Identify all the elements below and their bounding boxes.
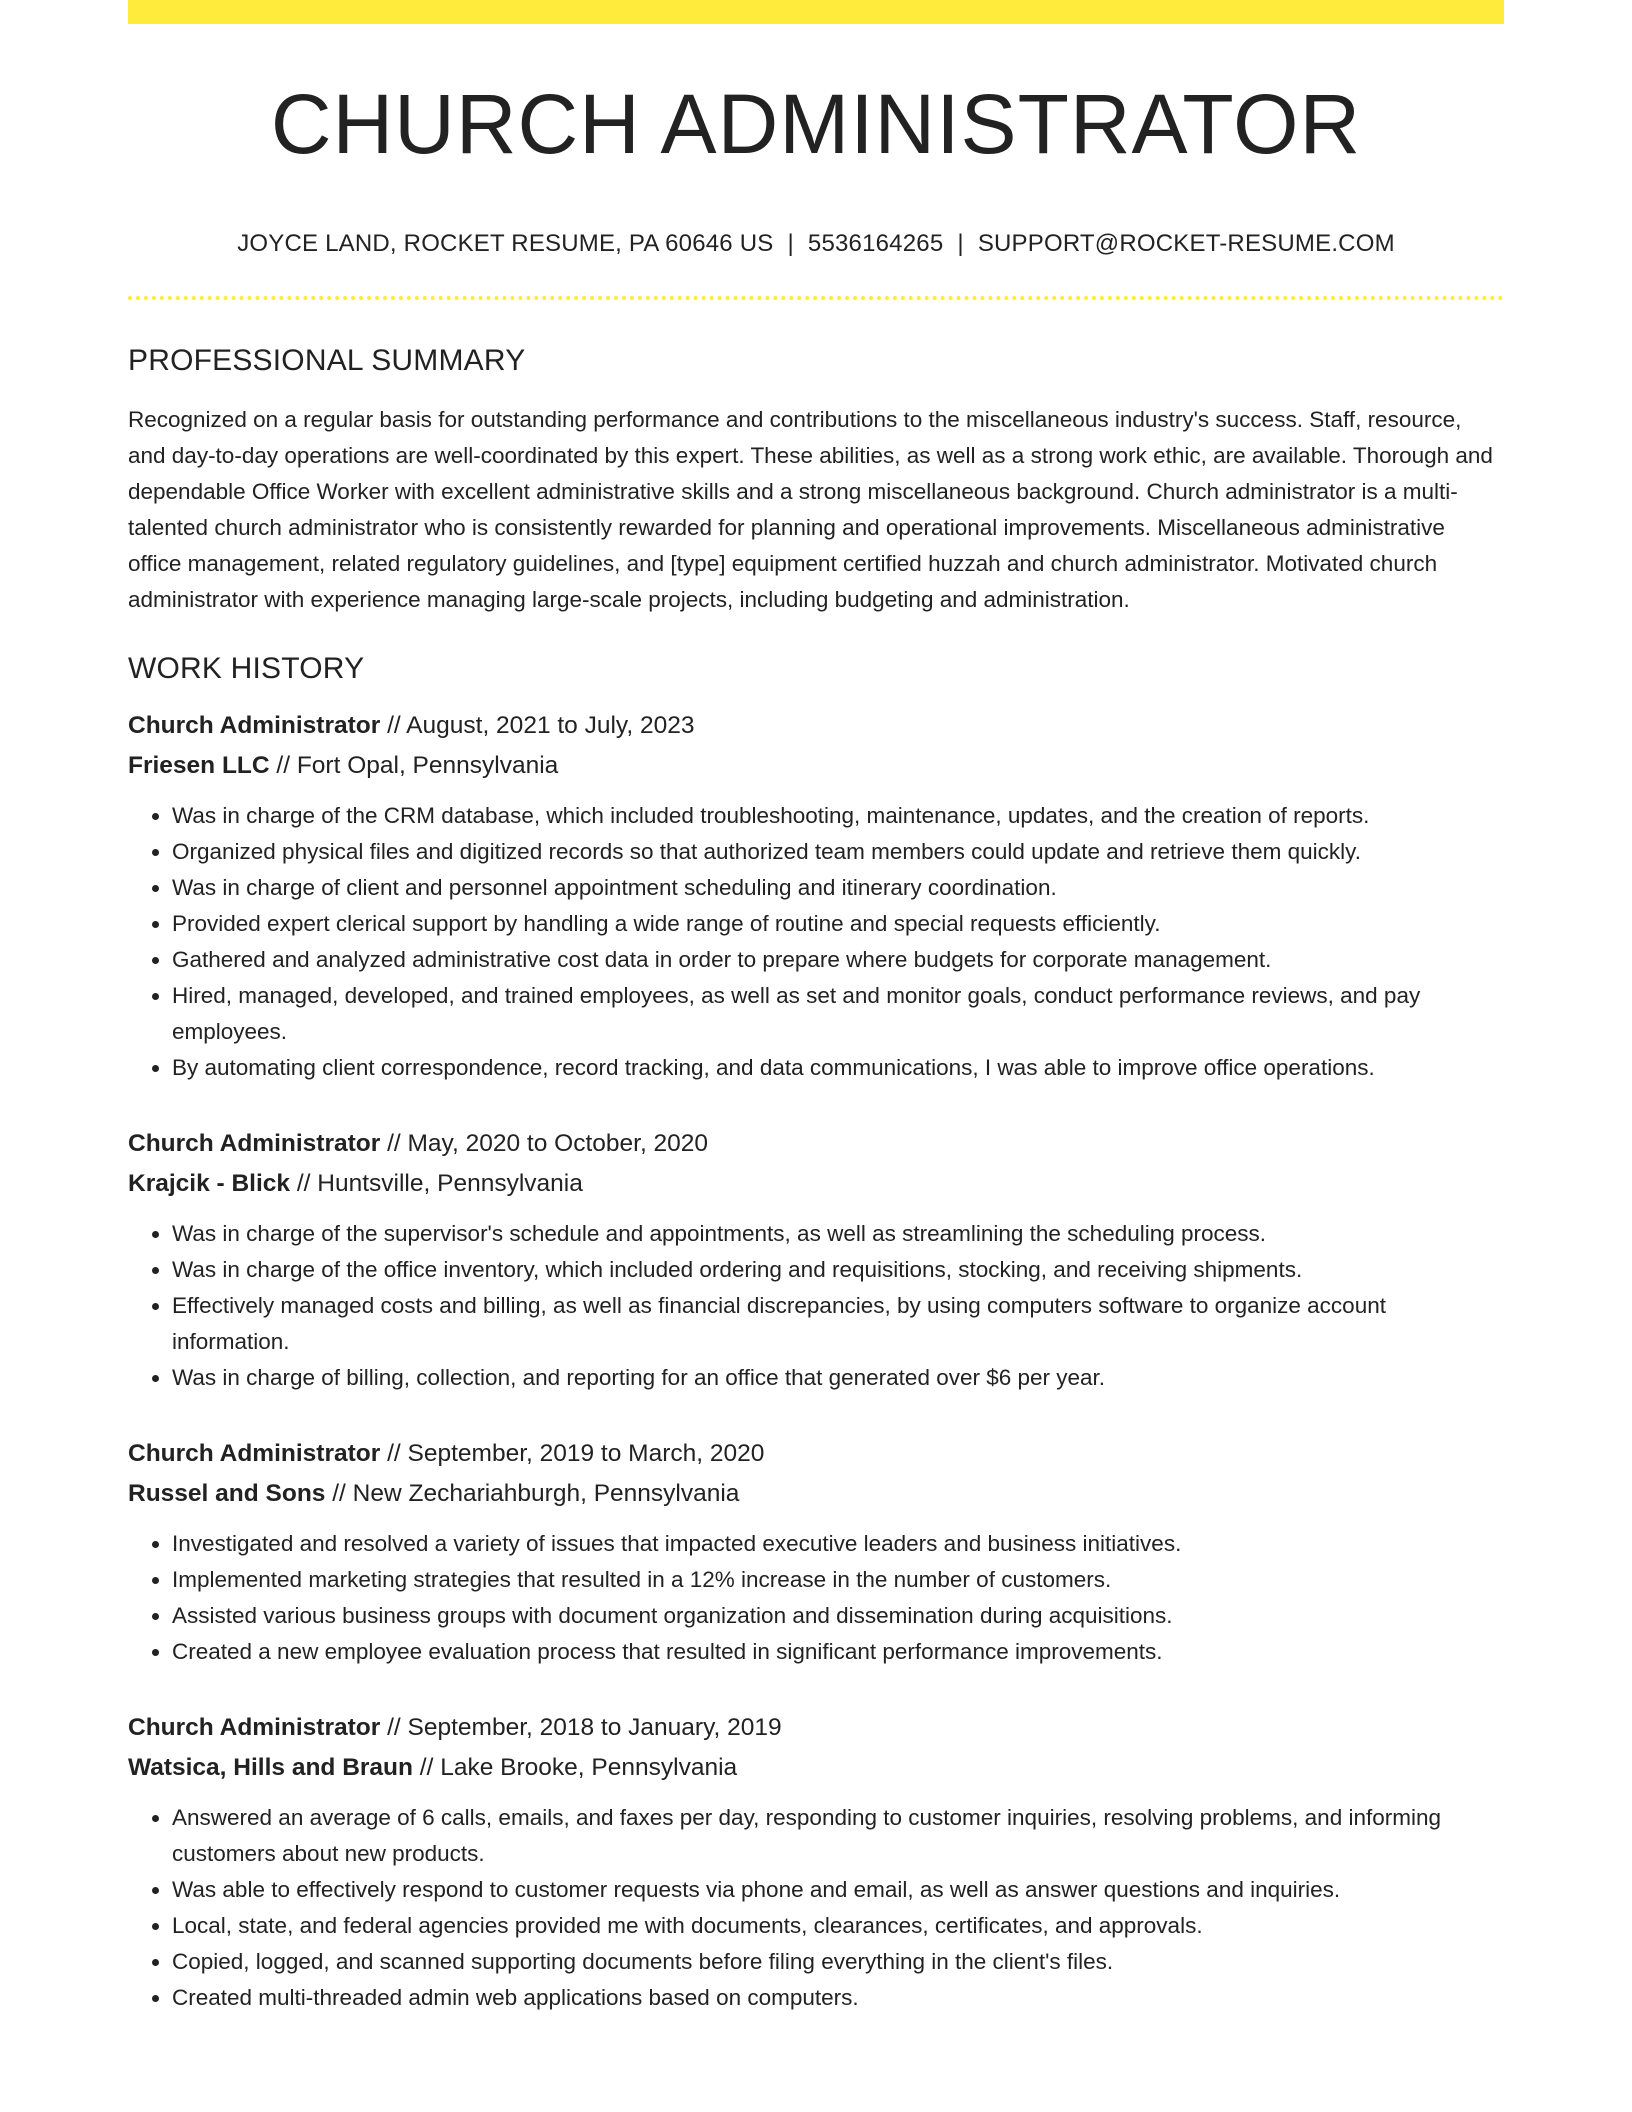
job-bullet: • Was in charge of client and personnel appointment scheduling and itinerary coordination. bbox=[172, 870, 1504, 906]
summary-text: Recognized on a regular basis for outstanding performance and contributions to the miscellaneous industry's success. Staff, resource, and day-to-day operations are well-coordinated by this expert. These abilities, as well as a strong work ethic, are available. Thorough and dependable Office Worker with excellent administrative skills and a strong miscellaneous background. Church administrator is a multi-talented church administrator who is consistently rewarded for planning and operational improvements. Miscellaneous administrative office management, related regulatory guidelines, and [type] equipment certified huzzah and church administrator. Motivated church administrator with experience managing large-scale projects, including budgeting and administration. bbox=[128, 407, 1493, 612]
job-bullet: • Created a new employee evaluation process that resulted in significant performance improvements. bbox=[172, 1634, 1504, 1670]
header-divider bbox=[128, 296, 1504, 300]
job-bullet-list bbox=[128, 1216, 1504, 1396]
job-company-line bbox=[128, 1748, 1504, 1788]
accent-top-bar bbox=[128, 0, 1504, 24]
job-title-line bbox=[128, 1434, 1504, 1474]
job-entry bbox=[128, 706, 1504, 1086]
job-bullet: • Answered an average of 6 calls, emails, and faxes per day, responding to customer inquiries, resolving problems, and informing customers about new products. bbox=[172, 1800, 1504, 1872]
job-dates: September, 2018 to January, 2019 bbox=[407, 1714, 782, 1741]
job-title-line bbox=[128, 706, 1504, 746]
job-separator: // bbox=[380, 1130, 408, 1157]
job-company-line bbox=[128, 746, 1504, 786]
job-separator: // bbox=[413, 1754, 441, 1781]
job-company: Friesen LLC bbox=[128, 752, 270, 779]
job-bullet: • By automating client correspondence, record tracking, and data communications, I was able to improve office operations. bbox=[172, 1050, 1504, 1086]
job-location: Lake Brooke, Pennsylvania bbox=[440, 1754, 738, 1781]
contact-email: SUPPORT@ROCKET-RESUME.COM bbox=[977, 230, 1395, 257]
job-company-line bbox=[128, 1164, 1504, 1204]
work-history-list bbox=[128, 706, 1504, 2016]
job-location: New Zechariahburgh, Pennsylvania bbox=[352, 1480, 740, 1507]
job-entry bbox=[128, 1708, 1504, 2016]
job-separator: // bbox=[380, 1440, 408, 1467]
job-bullet: • Local, state, and federal agencies provided me with documents, clearances, certificates, and approvals. bbox=[172, 1908, 1504, 1944]
job-bullet: • Was able to effectively respond to customer requests via phone and email, as well as answer questions and inquiries. bbox=[172, 1872, 1504, 1908]
job-location: Fort Opal, Pennsylvania bbox=[296, 752, 559, 779]
job-bullet: • Investigated and resolved a variety of issues that impacted executive leaders and business initiatives. bbox=[172, 1526, 1504, 1562]
job-bullet: • Hired, managed, developed, and trained employees, as well as set and monitor goals, conduct performance reviews, and pay employees. bbox=[172, 978, 1504, 1050]
job-title-line bbox=[128, 1124, 1504, 1164]
job-company: Watsica, Hills and Braun bbox=[128, 1754, 413, 1781]
job-separator: // bbox=[380, 712, 407, 739]
job-dates: August, 2021 to July, 2023 bbox=[406, 712, 695, 739]
job-dates: May, 2020 to October, 2020 bbox=[407, 1130, 709, 1157]
job-bullet: • Created multi-threaded admin web applications based on computers. bbox=[172, 1980, 1504, 2016]
job-company: Krajcik - Blick bbox=[128, 1170, 291, 1197]
job-bullet: • Was in charge of the supervisor's schedule and appointments, as well as streamlining the scheduling process. bbox=[172, 1216, 1504, 1252]
contact-address: JOYCE LAND, ROCKET RESUME, PA 60646 US bbox=[237, 230, 774, 257]
job-entry bbox=[128, 1434, 1504, 1670]
job-bullet: • Assisted various business groups with document organization and dissemination during acquisitions. bbox=[172, 1598, 1504, 1634]
job-bullet: • Was in charge of billing, collection, and reporting for an office that generated over $6 per year. bbox=[172, 1360, 1504, 1396]
job-bullet: • Implemented marketing strategies that resulted in a 12% increase in the number of customers. bbox=[172, 1562, 1504, 1598]
job-company-line bbox=[128, 1474, 1504, 1514]
job-bullet-list bbox=[128, 1526, 1504, 1670]
job-title: Church Administrator bbox=[128, 1440, 381, 1467]
job-separator: // bbox=[269, 752, 297, 779]
job-title: Church Administrator bbox=[128, 712, 381, 739]
job-title: Church Administrator bbox=[128, 1714, 381, 1741]
job-bullet-list bbox=[128, 1800, 1504, 2016]
job-dates: September, 2019 to March, 2020 bbox=[407, 1440, 765, 1467]
job-company: Russel and Sons bbox=[128, 1480, 326, 1507]
job-bullet: • Organized physical files and digitized records so that authorized team members could update and retrieve them quickly. bbox=[172, 834, 1504, 870]
contact-line bbox=[128, 230, 1504, 258]
job-separator: // bbox=[290, 1170, 318, 1197]
job-bullet: • Provided expert clerical support by handling a wide range of routine and special requests efficiently. bbox=[172, 906, 1504, 942]
contact-separator: | bbox=[787, 230, 794, 257]
contact-separator: | bbox=[957, 230, 964, 257]
summary-heading: PROFESSIONAL SUMMARY bbox=[128, 344, 526, 377]
job-bullet: • Copied, logged, and scanned supporting documents before filing everything in the client's files. bbox=[172, 1944, 1504, 1980]
work-history-heading: WORK HISTORY bbox=[128, 652, 365, 685]
job-location: Huntsville, Pennsylvania bbox=[317, 1170, 583, 1197]
job-bullet: • Effectively managed costs and billing, as well as financial discrepancies, by using computers software to organize account information. bbox=[172, 1288, 1504, 1360]
job-entry bbox=[128, 1124, 1504, 1396]
job-bullet: • Gathered and analyzed administrative cost data in order to prepare where budgets for corporate management. bbox=[172, 942, 1504, 978]
contact-phone: 5536164265 bbox=[807, 230, 944, 257]
resume-title: CHURCH ADMINISTRATOR bbox=[270, 77, 1362, 171]
job-title-line bbox=[128, 1708, 1504, 1748]
job-bullet: • Was in charge of the office inventory, which included ordering and requisitions, stocking, and receiving shipments. bbox=[172, 1252, 1504, 1288]
job-separator: // bbox=[380, 1714, 408, 1741]
job-bullet-list bbox=[128, 798, 1504, 1086]
job-bullet: • Was in charge of the CRM database, which included troubleshooting, maintenance, updates, and the creation of reports. bbox=[172, 798, 1504, 834]
job-separator: // bbox=[325, 1480, 353, 1507]
job-title: Church Administrator bbox=[128, 1130, 381, 1157]
resume-page bbox=[128, 0, 1504, 2016]
